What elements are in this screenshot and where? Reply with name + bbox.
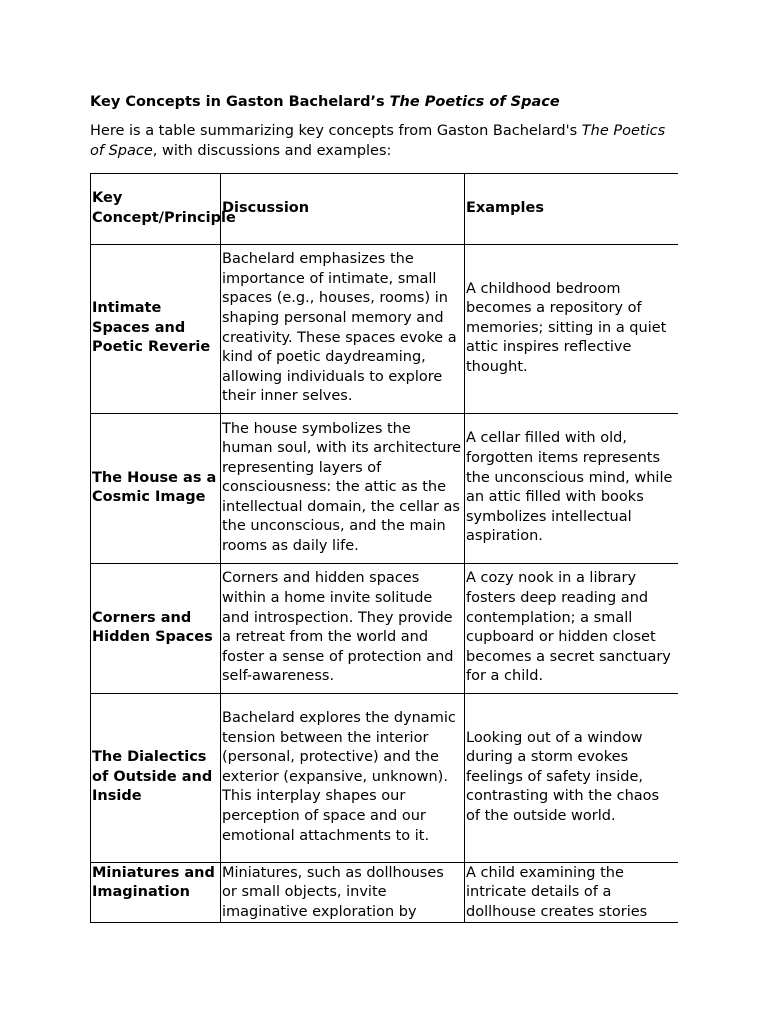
intro-book-name: The Poetics of Space [90,123,666,159]
example-cell: A cozy nook in a library fosters deep reading and contemplation; a small cupboard or hidden closet becomes a secret sanctuary for a child. [465,563,679,693]
intro-before: Here is a table summarizing key concepts from Gaston Bachelard's [90,123,582,139]
table-row [91,413,679,563]
example-cell: A cellar filled with old, forgotten items represents the unconscious mind, while an attic filled with books symbolizes intellectual aspiration. [465,413,679,563]
table-row [91,563,679,693]
concepts-table [90,173,678,923]
concept-cell: The Dialectics of Outside and Inside [91,693,221,862]
table-row [91,244,679,413]
title-prefix: Key Concepts in Gaston Bachelard’s [90,94,390,110]
header-discussion: Discussion [221,173,465,244]
discussion-cell: Bachelard explores the dynamic tension between the interior (personal, protective) and the exterior (expansive, unknown). This interplay shapes our perception of space and our emotional attachments to it. [221,693,465,862]
table-row [91,693,679,862]
table-header-row [91,173,679,244]
intro-paragraph [90,122,678,162]
concept-cell: Intimate Spaces and Poetic Reverie [91,244,221,413]
concept-cell: Corners and Hidden Spaces [91,563,221,693]
intro-after: , with discussions and examples: [152,142,392,159]
document-page [90,92,678,923]
document-title [90,92,678,112]
discussion-cell: Miniatures, such as dollhouses or small objects, invite imaginative exploration by [221,862,465,923]
discussion-cell: Corners and hidden spaces within a home invite solitude and introspection. They provide a retreat from the world and foster a sense of protection and self-awareness. [221,563,465,693]
discussion-cell: The house symbolizes the human soul, with its architecture representing layers of consciousness: the attic as the intellectual domain, the cellar as the unconscious, and the main rooms as daily life. [221,413,465,563]
discussion-cell: Bachelard emphasizes the importance of intimate, small spaces (e.g., houses, rooms) in shaping personal memory and creativity. These spaces evoke a kind of poetic daydreaming, allowing individuals to explore their inner selves. [221,244,465,413]
example-cell: Looking out of a window during a storm evokes feelings of safety inside, contrasting with the chaos of the outside world. [465,693,679,862]
example-cell: A childhood bedroom becomes a repository of memories; sitting in a quiet attic inspires reflective thought. [465,244,679,413]
table-row [91,862,679,923]
title-book-name: The Poetics of Space [389,94,560,110]
concept-cell: The House as a Cosmic Image [91,413,221,563]
header-examples: Examples [465,173,679,244]
concept-cell: Miniatures and Imagination [91,862,221,923]
example-cell: A child examining the intricate details of a dollhouse creates stories [465,862,679,923]
table-container [90,173,678,923]
header-concept: Key Concept/Principle [91,173,221,244]
